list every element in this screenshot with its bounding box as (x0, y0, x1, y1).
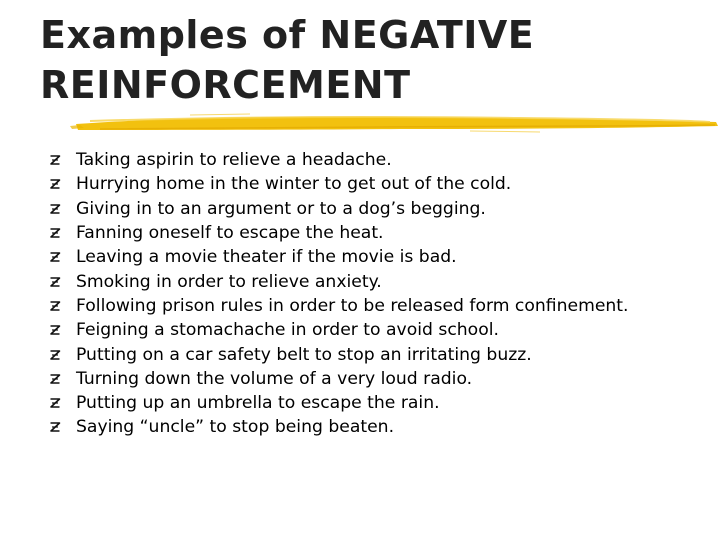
z-glyph-bullet-icon (48, 323, 62, 337)
z-glyph-bullet-icon (48, 250, 62, 264)
z-glyph-bullet-icon (48, 226, 62, 240)
z-glyph-bullet-icon (48, 420, 62, 434)
slide-title-line-1: Examples of NEGATIVE (40, 13, 535, 57)
bullet-item-text: Giving in to an argument or to a dog’s begging. (76, 198, 486, 219)
bullet-item (48, 367, 629, 391)
bullet-item (48, 294, 629, 318)
slide-title (40, 10, 534, 110)
bullet-list (48, 148, 629, 440)
bullet-item-text: Putting up an umbrella to escape the rain. (76, 393, 440, 414)
z-glyph-bullet-icon (48, 153, 62, 167)
z-glyph-bullet-icon (48, 202, 62, 216)
slide-title-line-2: REINFORCEMENT (40, 63, 411, 107)
z-glyph-bullet-icon (48, 348, 62, 362)
bullet-item-text: Fanning oneself to escape the heat. (76, 223, 384, 244)
bullet-item (48, 342, 629, 366)
bullet-item (48, 415, 629, 439)
bullet-item (48, 148, 629, 172)
z-glyph-bullet-icon (48, 372, 62, 386)
bullet-item (48, 172, 629, 196)
bullet-item (48, 318, 629, 342)
bullet-item-text: Feigning a stomachache in order to avoid school. (76, 320, 499, 341)
bullet-item-text: Taking aspirin to relieve a headache. (76, 150, 392, 171)
bullet-item-text: Hurrying home in the winter to get out of the cold. (76, 174, 512, 195)
bullet-item-text: Putting on a car safety belt to stop an irritating buzz. (76, 344, 532, 365)
z-glyph-bullet-icon (48, 275, 62, 289)
bullet-item (48, 245, 629, 269)
z-glyph-bullet-icon (48, 299, 62, 313)
bullet-item-text: Leaving a movie theater if the movie is bad. (76, 247, 457, 268)
yellow-brush-stroke-divider (70, 110, 720, 140)
bullet-item (48, 391, 629, 415)
bullet-item-text: Smoking in order to relieve anxiety. (76, 271, 382, 292)
bullet-item (48, 269, 629, 293)
z-glyph-bullet-icon (48, 177, 62, 191)
z-glyph-bullet-icon (48, 396, 62, 410)
bullet-item-text: Saying “uncle” to stop being beaten. (76, 417, 395, 438)
bullet-item (48, 221, 629, 245)
bullet-item-text: Following prison rules in order to be released form confinement. (76, 295, 629, 316)
bullet-item-text: Turning down the volume of a very loud radio. (76, 368, 473, 389)
bullet-item (48, 197, 629, 221)
